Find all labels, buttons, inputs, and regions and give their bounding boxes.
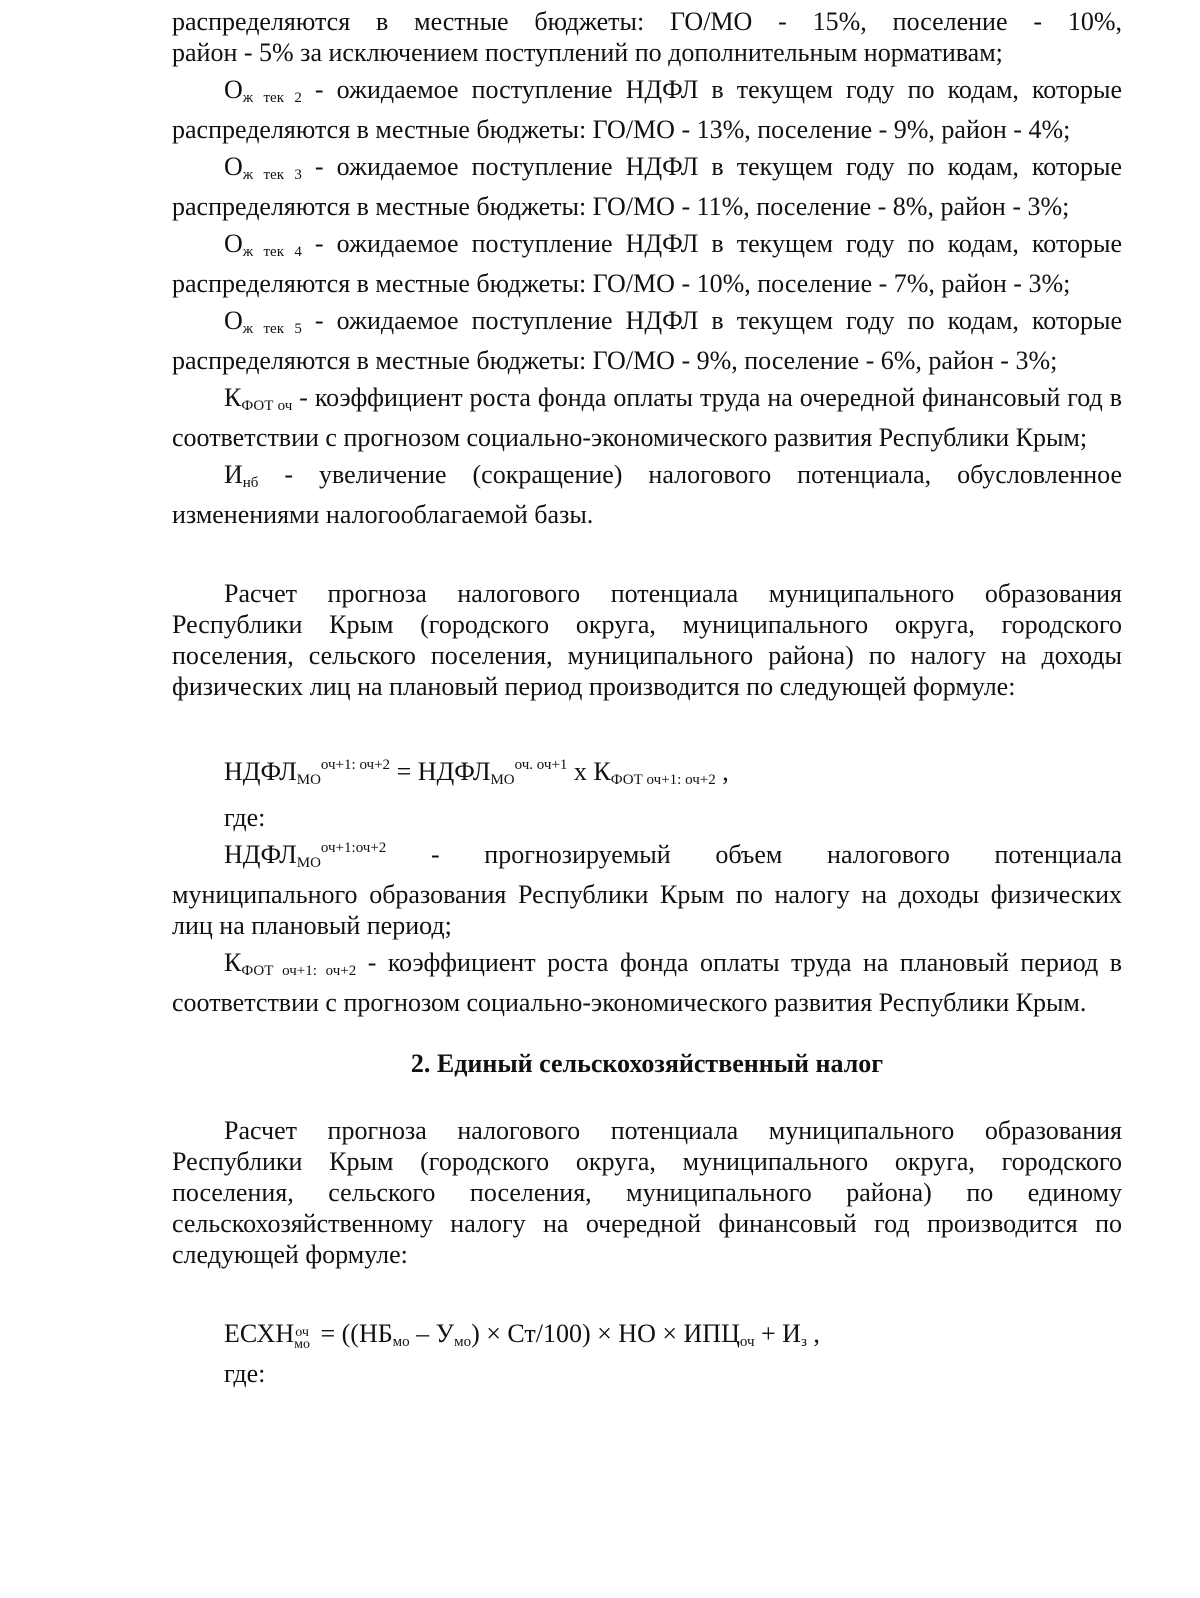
section-2-title: 2. Единый сельскохозяйственный налог [410, 1049, 884, 1078]
definition-o2: $О_{ж тек 2}$ - ожидаемое поступление НДФЛ в текущем году по кодам, которые распределяются в местные бюджеты: ГО/МО - 13%, поселение - 9%, район - 4%; [172, 75, 1122, 144]
definition-kfot-plan: $К_{ФОТ оч+1: оч+2}$ - коэффициент роста фонда оплаты труда на плановый период в соответствии с прогнозом социально-экономического развития Республики Крым. [172, 948, 1122, 1017]
document-page [172, 6, 1122, 1389]
definition-ndfl-plan: $НДФЛ_{МО}^{оч+1:оч+2}$ - прогнозируемый объем налогового потенциала муниципального образования Республики Крым по налогу на доходы физических лиц на плановый период; [172, 840, 1122, 940]
definition-o4: $О_{ж тек 4}$ - ожидаемое поступление НДФЛ в текущем году по кодам, которые распределяются в местные бюджеты: ГО/МО - 10%, поселение - 7%, район - 3%; [172, 229, 1122, 298]
definition-kfot-och: $К_{ФОТ оч}$ - коэффициент роста фонда оплаты труда на очередной финансовый год в соответствии с прогнозом социально-экономического развития Республики Крым; [172, 383, 1122, 452]
where-label-1: где: [224, 803, 266, 832]
eskhn-index: оч мо [294, 1325, 310, 1352]
eskhn-intro: Расчет прогноза налогового потенциала муниципального образования Республики Крым (городского округа, муниципального округа, городского поселения, сельского поселения, муниципального района) по единому сельскохозяйственному налогу на очередной финансовый год производится по следующей формуле: [172, 1116, 1122, 1269]
definition-o5: $О_{ж тек 5}$ - ожидаемое поступление НДФЛ в текущем году по кодам, которые распределяются в местные бюджеты: ГО/МО - 9%, поселение - 6%, район - 3%; [172, 306, 1122, 375]
plan-period-intro: Расчет прогноза налогового потенциала муниципального образования Республики Крым (городского округа, муниципального округа, городского поселения, сельского поселения, муниципального района) по налогу на доходы физических лиц на плановый период производится по следующей формуле: [172, 579, 1122, 701]
definition-inb: $И_{нб}$ - увеличение (сокращение) налогового потенциала, обусловленное изменениями налогооблагаемой базы. [172, 460, 1122, 529]
intro-line-2: район - 5% за исключением поступлений по дополнительным нормативам; [172, 38, 1003, 67]
intro-line-1: распределяются в местные бюджеты: ГО/МО - 15%, поселение - 10%, [172, 7, 1122, 36]
formula-eskhn: ЕСХН оч мо = $((НБ_{мо} - У_{мо}) \times Ст/100)$ × НО × $ИПЦ_{оч} + И_з$ , [224, 1319, 820, 1352]
where-label-2: где: [224, 1359, 266, 1388]
definition-o3: $О_{ж тек 3}$ - ожидаемое поступление НДФЛ в текущем году по кодам, которые распределяются в местные бюджеты: ГО/МО - 11%, поселение - 8%, район - 3%; [172, 152, 1122, 221]
formula-ndfl-plan: $НДФЛ_{МО}^{оч+1: оч+2}$ = $НДФЛ_{МО}^{оч. оч+1}$ x $К_{ФОТ оч+1: оч+2}$ , [224, 757, 729, 788]
